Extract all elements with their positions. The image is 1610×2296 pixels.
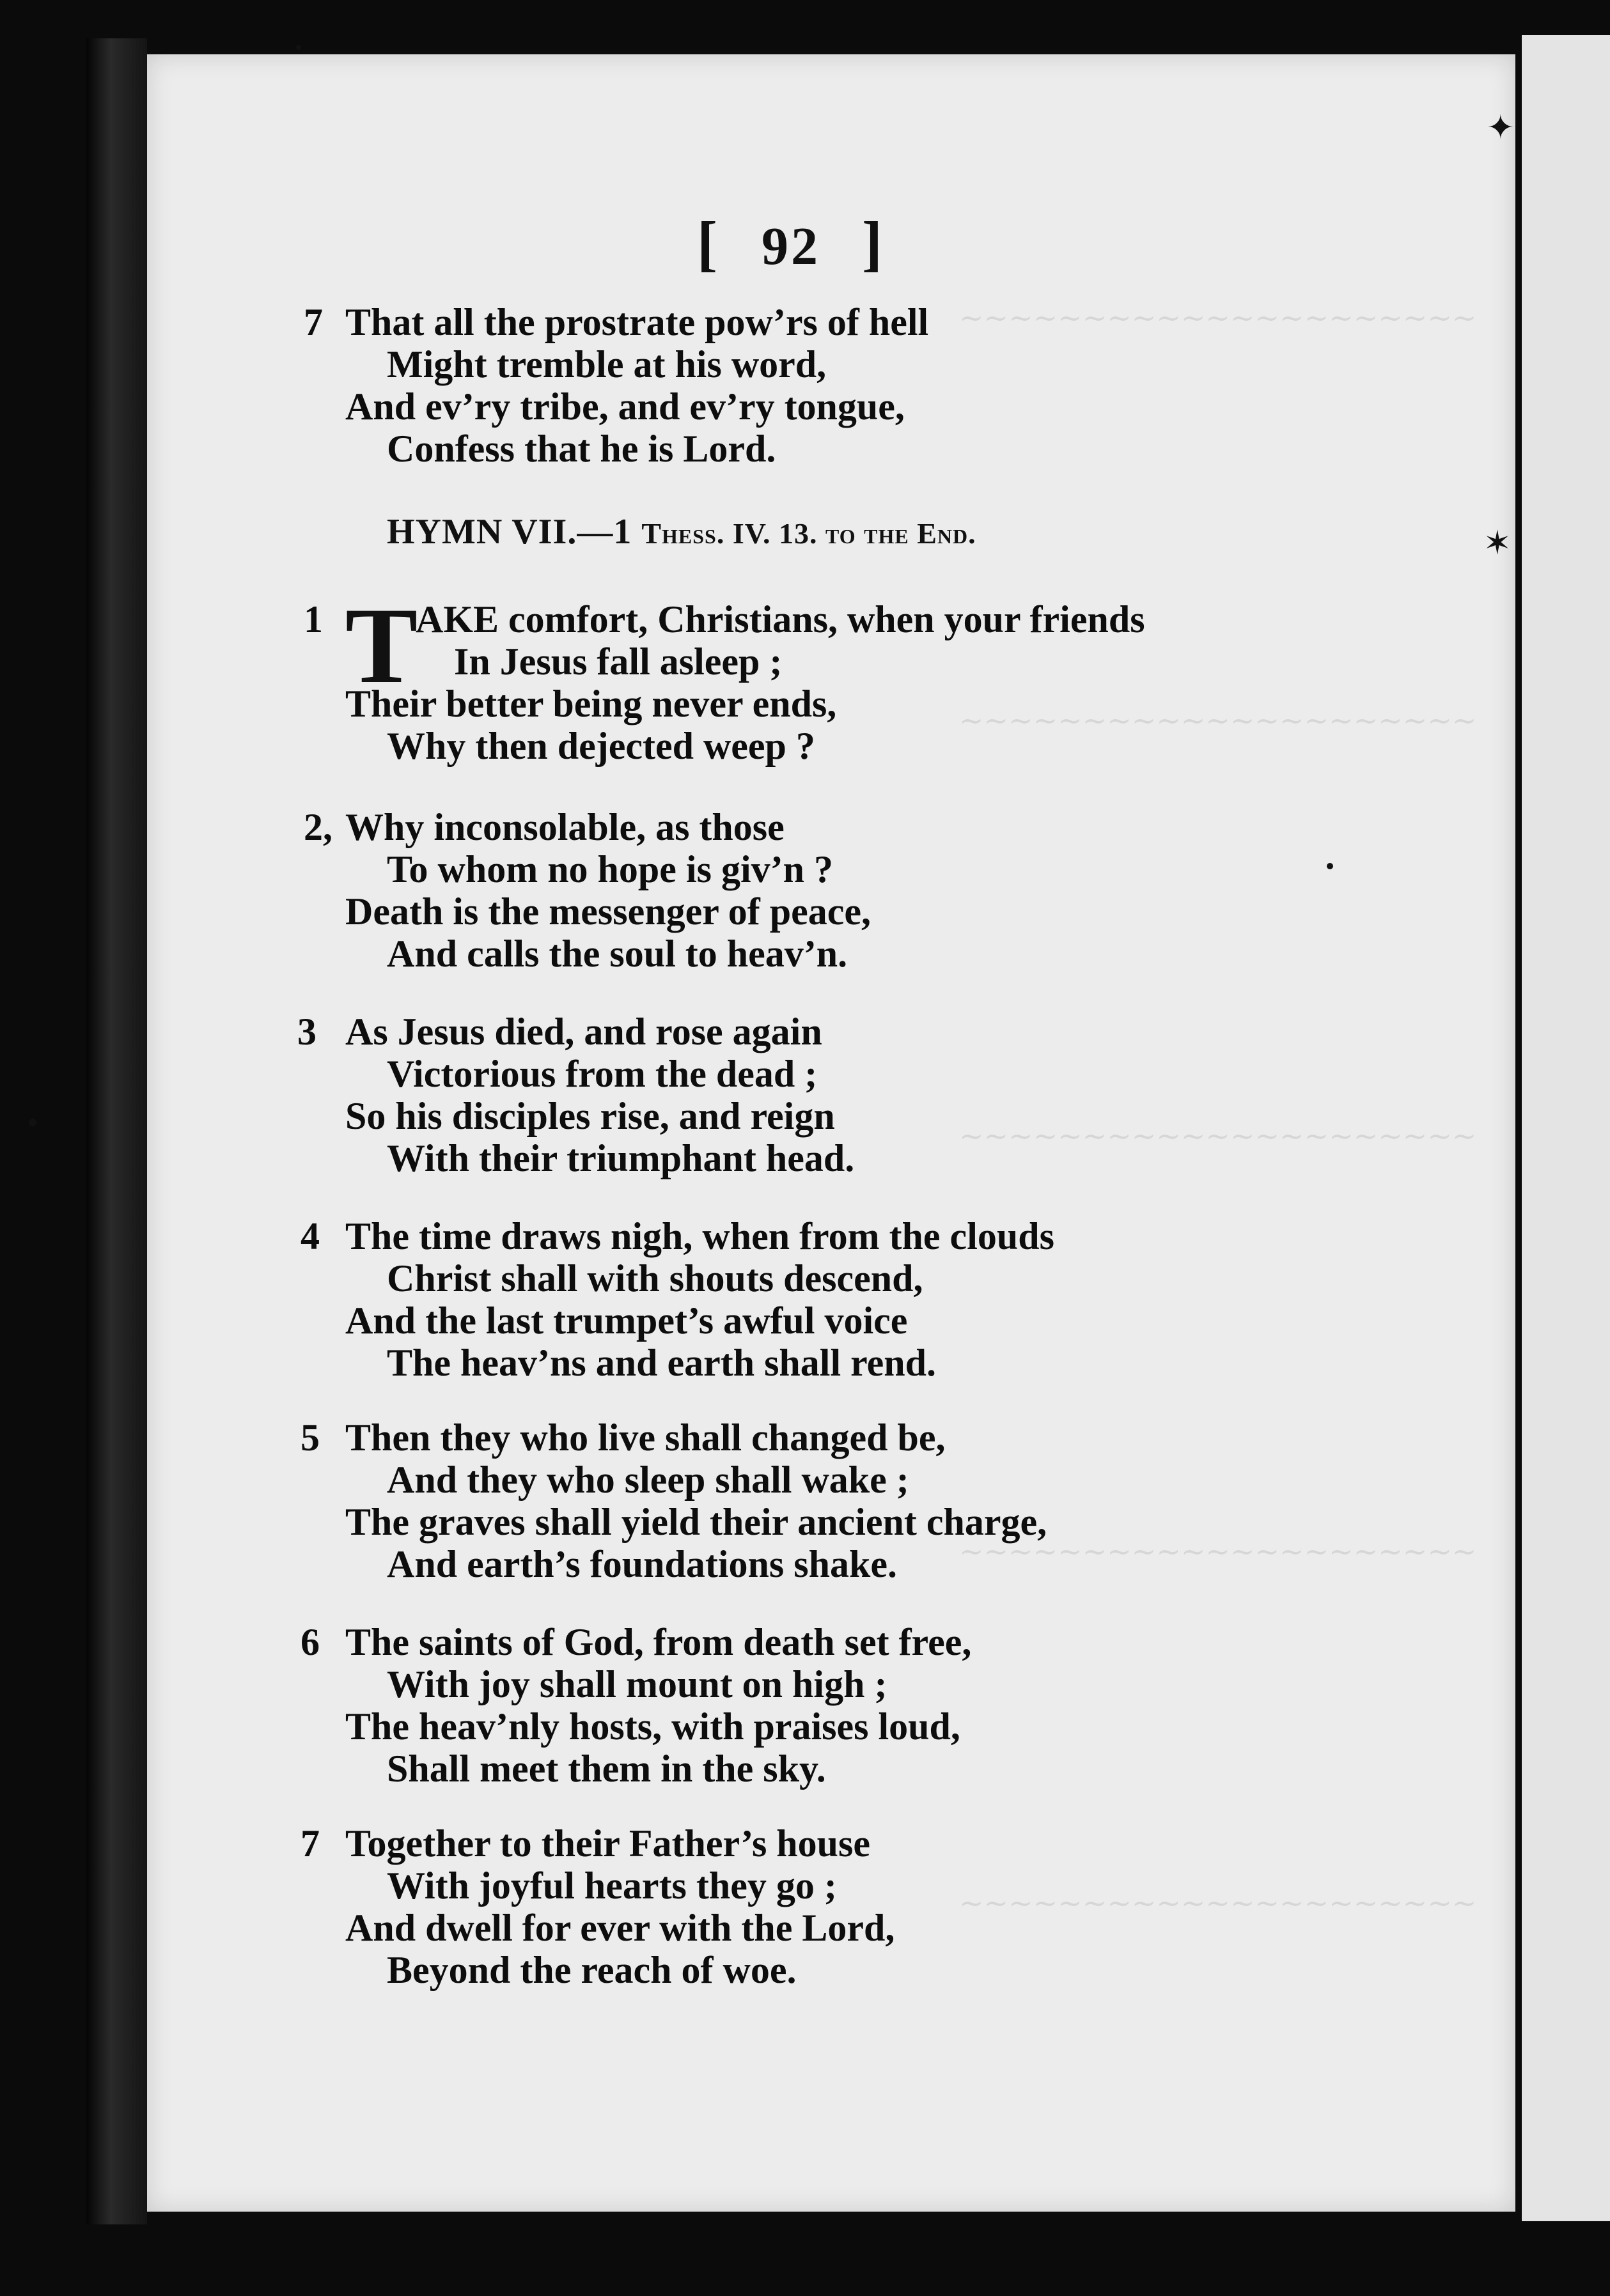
verse-line: With joyful hearts they go ; [387,1865,837,1907]
page-number: 92 [761,217,820,276]
verse-line: And earth’s foundations shake. [387,1543,897,1585]
stanza-number: 7 [304,301,323,343]
verse-line: Together to their Father’s house [345,1822,871,1865]
verse-line: AKE comfort, Christians, when your friends [416,598,1145,640]
page-mark: ✶ [1483,524,1512,562]
page-speck [29,1119,36,1126]
page-speck [1327,863,1333,869]
verse-line: The graves shall yield their ancient charge, [345,1501,1047,1543]
bleed-through-text: ~~~~~~~~~~~~~~~~~~~~~ [959,1119,1477,1153]
verse-line: To whom no hope is giv’n ? [387,848,833,890]
bleed-through-text: ~~~~~~~~~~~~~~~~~~~~~ [959,703,1477,738]
hymn-title-main: HYMN VII.—1 [387,512,642,552]
verse-line: Beyond the reach of woe. [387,1949,797,1991]
stanza-number: 2, [304,806,332,848]
verse-line: Death is the messenger of peace, [345,890,871,933]
verse-line: And calls the soul to heav’n. [387,933,848,975]
bleed-through-text: ~~~~~~~~~~~~~~~~~~~~~ [959,300,1477,335]
book-spine [86,38,147,2224]
page-mark: ✦ [1487,109,1515,147]
page-header [697,208,885,279]
hymn-title-ref: Thess. IV. 13. [641,517,818,550]
verse-line: With joy shall mount on high ; [387,1663,887,1705]
close-bracket: ] [861,209,885,277]
verse-line: As Jesus died, and rose again [345,1011,822,1053]
verse-line: Shall meet them in the sky. [387,1748,826,1790]
verse-line: Confess that he is Lord. [387,428,776,470]
verse-line: Victorious from the dead ; [387,1053,818,1095]
bleed-through-text: ~~~~~~~~~~~~~~~~~~~~~ [959,1886,1477,1920]
verse-line: The heav’ns and earth shall rend. [387,1342,937,1384]
page-speck [296,45,301,50]
verse-line: The heav’nly hosts, with praises loud, [345,1705,960,1748]
bleed-through-text: ~~~~~~~~~~~~~~~~~~~~~ [959,1534,1477,1569]
hymn-title [387,511,976,552]
stanza-number: 3 [297,1011,317,1053]
stanza-number: 7 [301,1822,320,1865]
verse-line: Their better being never ends, [345,683,837,725]
verse-line: So his disciples rise, and reign [345,1095,835,1137]
hymn-title-tail: to the End. [817,517,976,550]
verse-line: Why inconsolable, as those [345,806,785,848]
verse-line: Christ shall with shouts descend, [387,1257,923,1299]
open-bracket: [ [697,209,720,277]
verse-line: The time draws nigh, when from the clouds [345,1215,1054,1257]
drop-cap: T [345,586,418,706]
stanza-number: 1 [304,598,323,640]
verse-line: In Jesus fall asleep ; [454,640,783,683]
stanza-number: 4 [301,1215,320,1257]
verse-line: And ev’ry tribe, and ev’ry tongue, [345,385,905,428]
verse-line: And dwell for ever with the Lord, [345,1907,895,1949]
verse-line: Might tremble at his word, [387,343,827,385]
stanza-number: 5 [301,1416,320,1459]
verse-line: Then they who live shall changed be, [345,1416,946,1459]
verse-line: That all the prostrate pow’rs of hell [345,301,929,343]
facing-page-edge [1522,35,1610,2221]
verse-line: Why then dejected weep ? [387,725,815,767]
verse-line: And the last trumpet’s awful voice [345,1299,908,1342]
verse-line: With their triumphant head. [387,1137,855,1179]
stanza-number: 6 [301,1621,320,1663]
verse-line: The saints of God, from death set free, [345,1621,972,1663]
verse-line: And they who sleep shall wake ; [387,1459,909,1501]
